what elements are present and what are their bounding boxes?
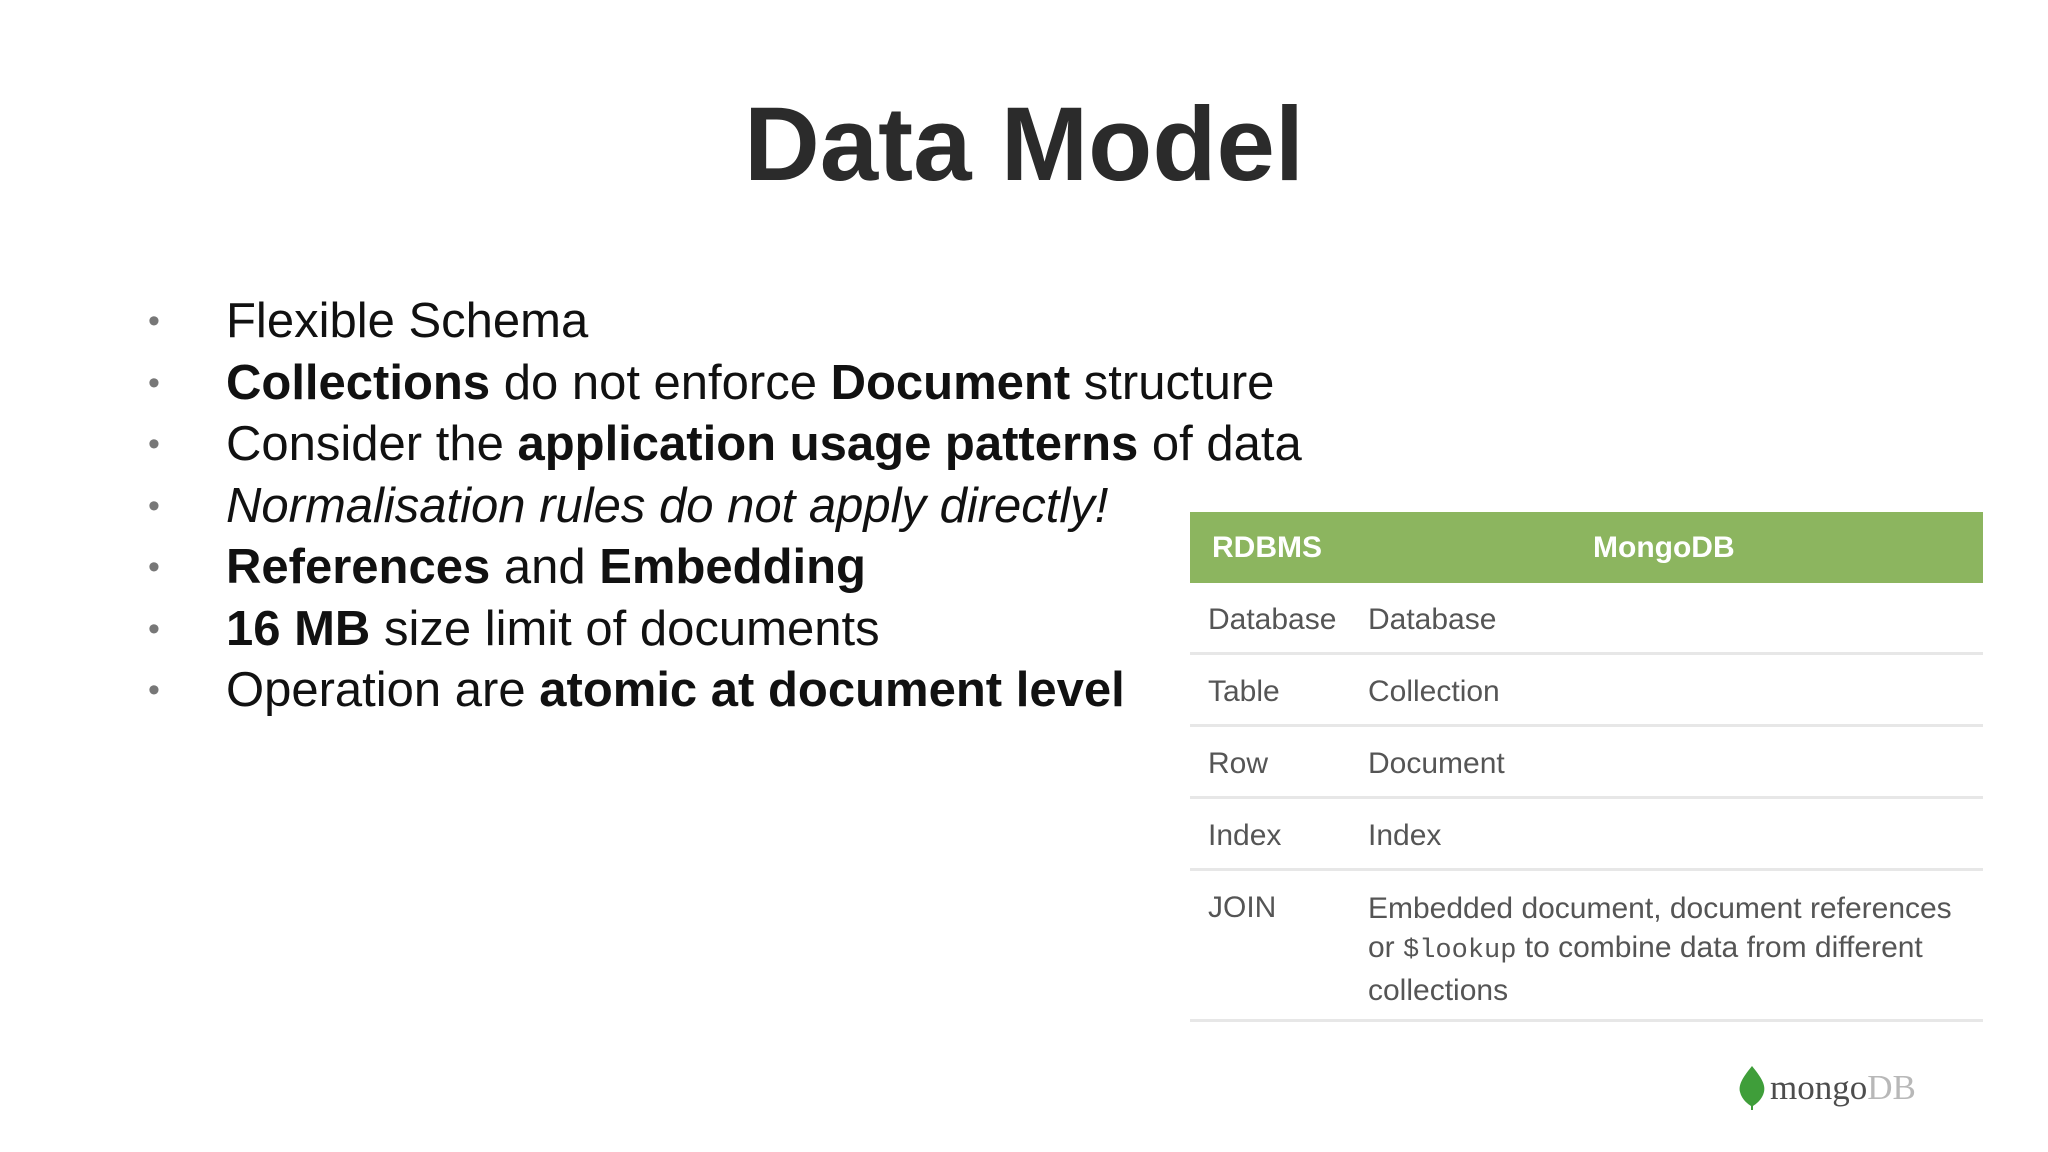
rdbms-cell: Table (1208, 675, 1280, 708)
mongodb-cell: Collection (1368, 675, 1500, 708)
rdbms-cell: Index (1208, 819, 1282, 852)
mongodb-cell: Index (1368, 819, 1442, 852)
bullet-item (148, 476, 1302, 538)
logo-word-db: DB (1867, 1068, 1916, 1107)
bullet-text-segment: Flexible Schema (226, 294, 589, 348)
bullet-text-segment: and (490, 540, 600, 594)
header-rdbms: RDBMS (1212, 531, 1322, 564)
mongodb-cell: Database (1368, 603, 1497, 636)
bullet-text-segment: of data (1138, 417, 1302, 471)
bullet-item (148, 291, 1302, 353)
mongodb-logo (1738, 1066, 1916, 1110)
bullet-text-segment: Document (830, 355, 1071, 410)
bullet-dot: • (148, 486, 160, 525)
bullet-dot: • (148, 548, 160, 586)
rdbms-cell: Row (1208, 747, 1269, 780)
bullet-dot: • (148, 671, 160, 709)
table-header-row (1190, 512, 1983, 583)
mongodb-cell: Document (1368, 747, 1505, 780)
table-row (1190, 655, 1983, 727)
bullet-dot: • (148, 425, 160, 463)
table-row (1190, 799, 1983, 871)
table-row-join (1190, 871, 1983, 1022)
mongodb-cell (1368, 889, 1968, 1010)
join-text-post: to combine data from different collections (1368, 931, 1923, 1007)
bullet-item (148, 660, 1302, 722)
bullet-text-segment: structure (1070, 355, 1275, 410)
bullet-text-segment: Normalisation rules do not apply directly! (226, 478, 1109, 533)
logo-word-mongo: mongo (1770, 1068, 1868, 1107)
bullet-dot: • (148, 302, 160, 340)
lookup-code: $lookup (1403, 936, 1517, 966)
bullet-item (148, 537, 1302, 599)
bullet-text-segment: Embedding (599, 540, 866, 594)
table-row (1190, 583, 1983, 655)
join-text-pre: Embedded document, document references or (1368, 892, 1952, 964)
bullet-text-segment: size limit of documents (370, 601, 880, 656)
rdbms-cell: JOIN (1208, 891, 1277, 924)
bullet-list (148, 291, 1302, 722)
bullet-text-segment: atomic at document level (539, 663, 1125, 717)
bullet-text-segment: Collections (226, 355, 491, 410)
bullet-text-segment: References (226, 540, 491, 594)
rdbms-mongodb-comparison-table (1190, 512, 1983, 1022)
rdbms-cell: Database (1208, 603, 1337, 636)
bullet-dot: • (148, 363, 160, 402)
bullet-item (148, 353, 1302, 415)
slide-title: Data Model (743, 86, 1305, 203)
bullet-item (148, 414, 1302, 476)
table-row (1190, 727, 1983, 799)
bullet-item (148, 599, 1302, 661)
bullet-text-segment: application usage patterns (517, 417, 1139, 471)
bullet-text-segment: Consider the (226, 417, 518, 471)
bullet-dot: • (148, 609, 160, 648)
bullet-text-segment: Operation are (226, 663, 540, 717)
bullet-text-segment: 16 MB (226, 601, 371, 656)
mongodb-leaf-icon (1738, 1066, 1766, 1110)
header-mongodb: MongoDB (1593, 531, 1735, 564)
bullet-text-segment: do not enforce (490, 355, 831, 410)
